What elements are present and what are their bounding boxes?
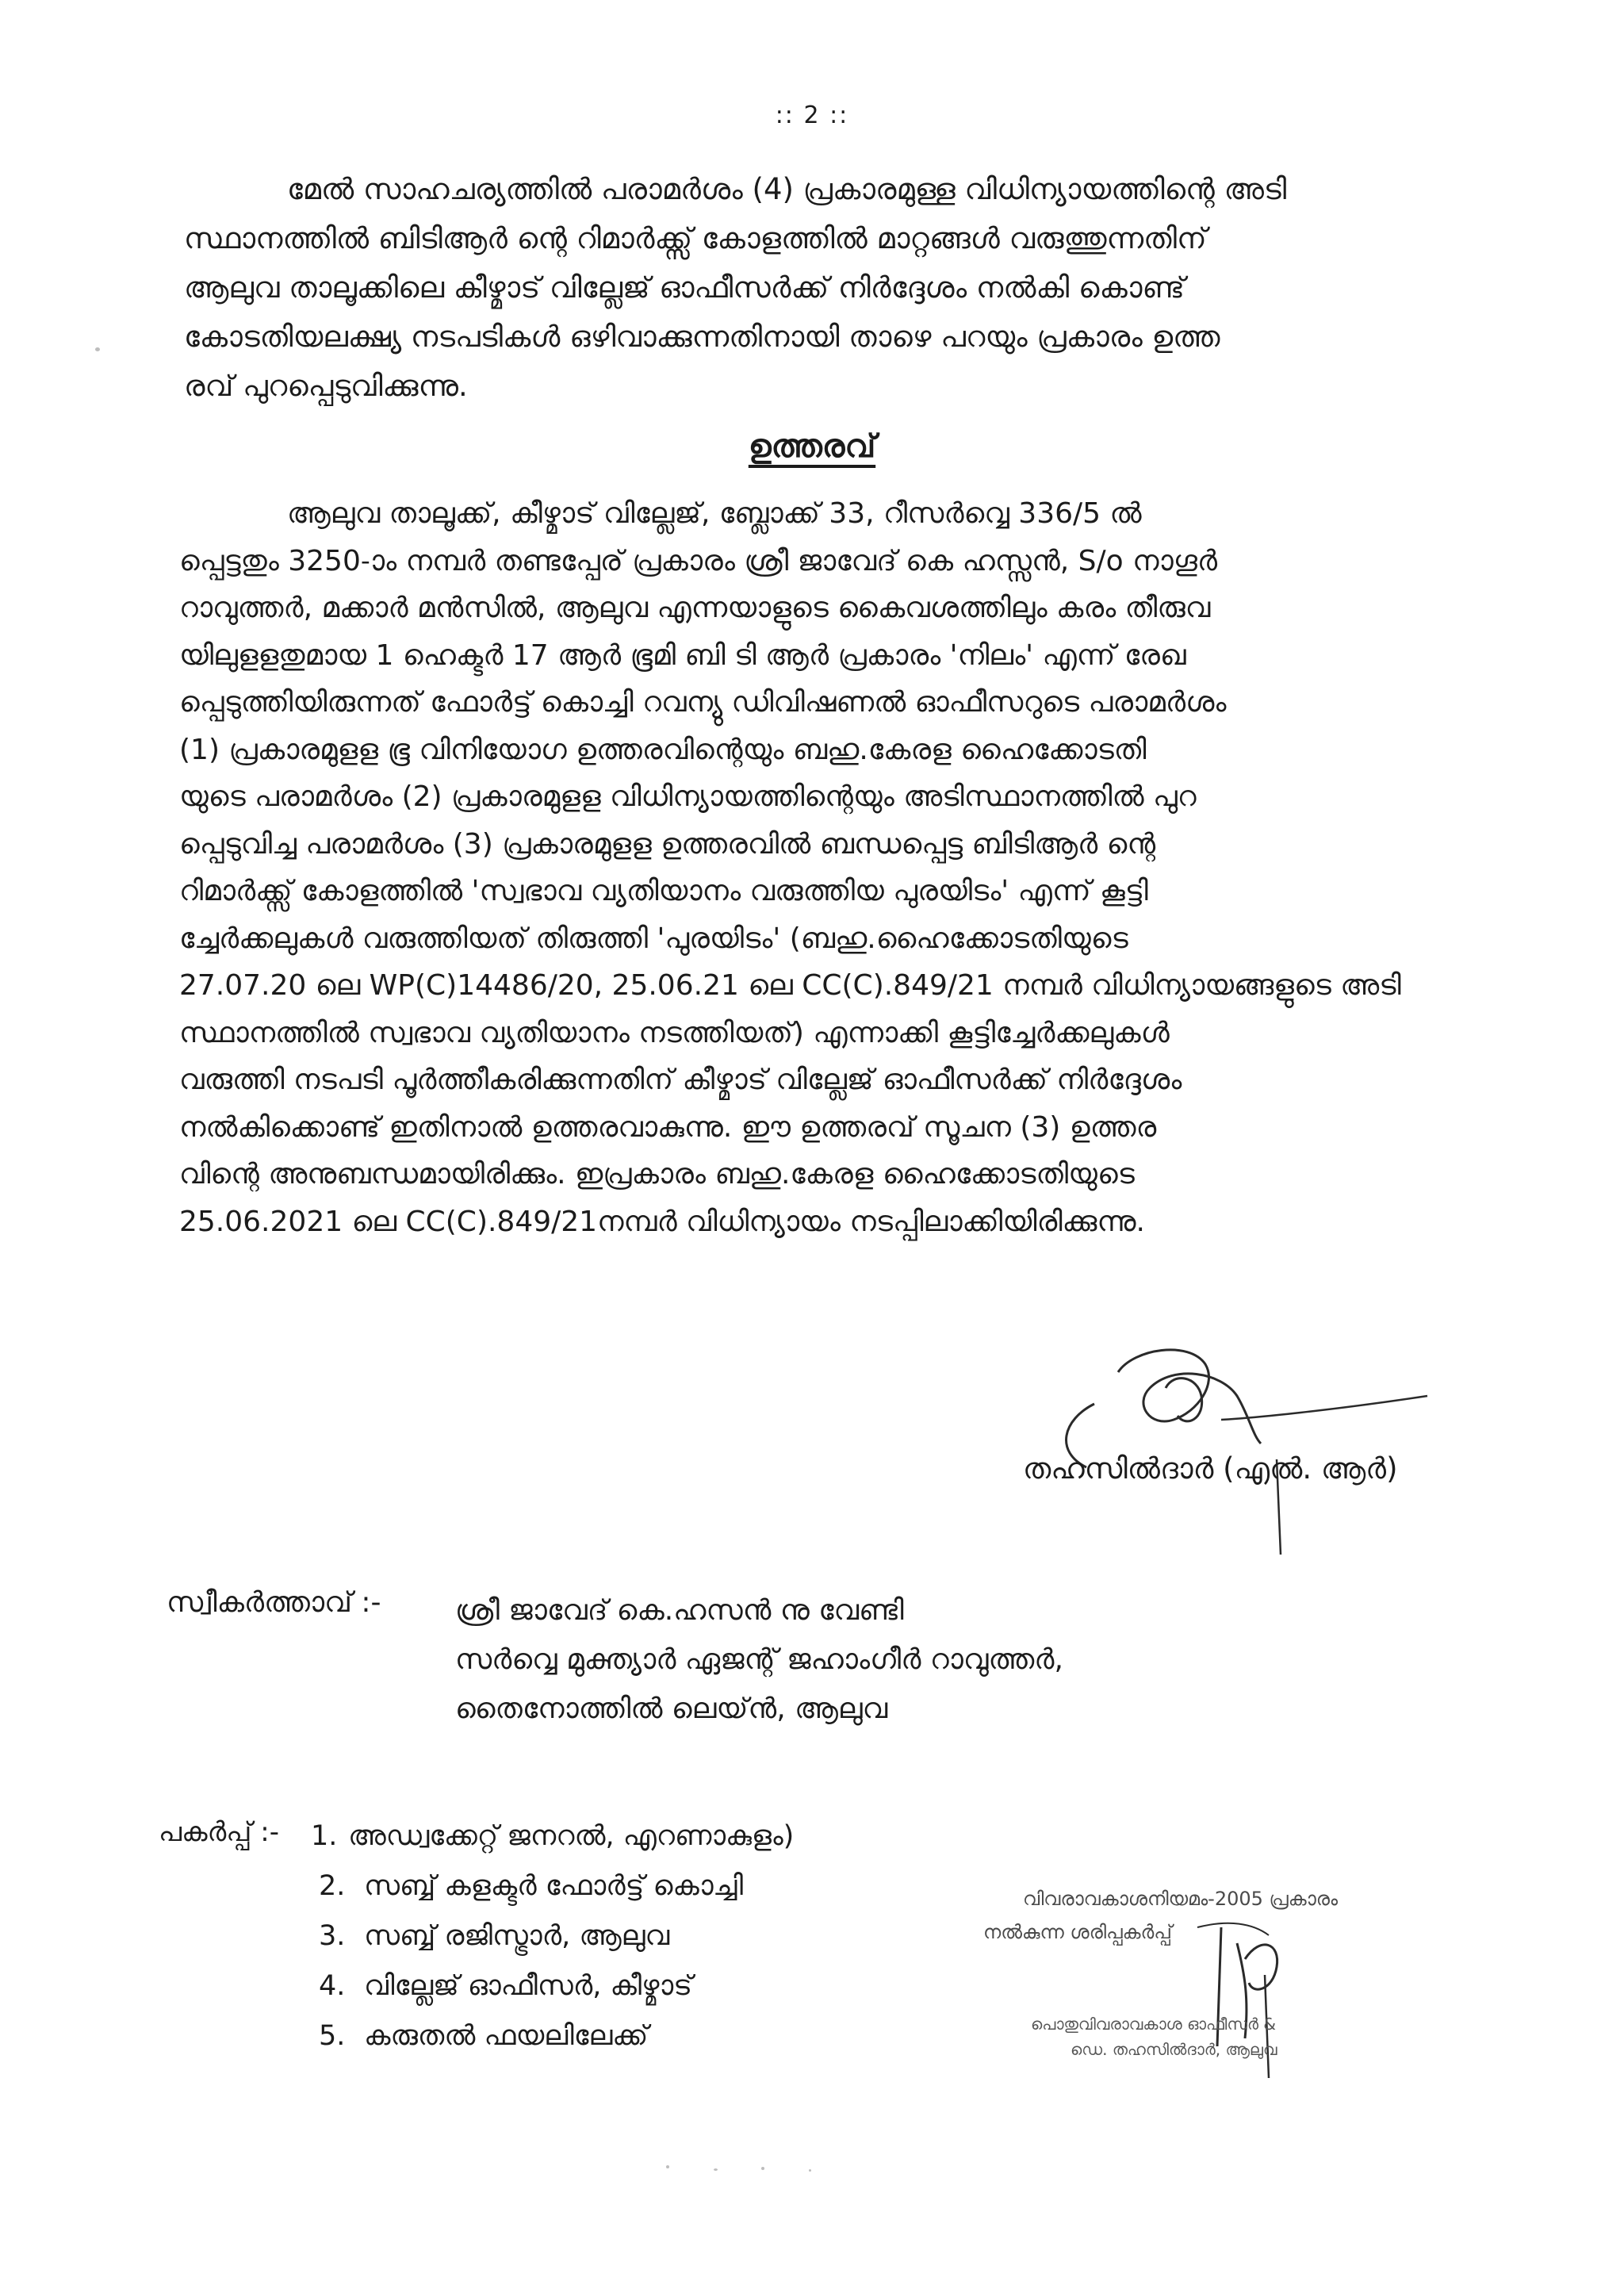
order-line: നൽകിക്കൊണ്ട് ഇതിനാൽ ഉത്തരവാകുന്നു. ഈ ഉത്തരവ് സൂചന (3) ഉത്തര	[179, 1110, 1157, 1144]
recipient-label: സ്വീകർത്താവ് :-	[167, 1586, 381, 1619]
scan-speck	[761, 2167, 764, 2170]
list-item-text: സബ്ബ് രജിസ്ട്രാർ, ആലുവ	[364, 1920, 670, 1952]
list-item-number: 1.	[311, 1820, 338, 1852]
list-item	[311, 1861, 794, 1911]
order-line: 25.06.2021 ലെ CC(C).849/21നമ്പർ വിധിന്യായം നടപ്പിലാക്കിയിരിക്കുന്നു.	[179, 1205, 1145, 1238]
tahsildar-signature	[1015, 1340, 1459, 1555]
list-item	[311, 1961, 794, 2011]
recipient-line: സർവ്വെ മുക്ത്യാർ ഏജന്റ് ജഹാംഗീർ റാവുത്തർ,	[455, 1643, 1063, 1676]
intro-line: കോടതിയലക്ഷ്യ നടപടികൾ ഒഴിവാക്കുന്നതിനായി താഴെ പറയും പ്രകാരം ഉത്ത	[184, 320, 1220, 354]
order-line: വിന്റെ അനുബന്ധമായിരിക്കും. ഇപ്രകാരം ബഹു.കേരള ഹൈക്കോടതിയുടെ	[179, 1158, 1135, 1191]
order-heading-text: ഉത്തരവ്	[748, 428, 876, 465]
rti-stamp-subheading: നൽകുന്ന ശരിപ്പകർപ്പ്	[983, 1921, 1172, 1943]
intro-line: മേൽ സാഹചര്യത്തിൽ പരാമർശം (4) പ്രകാരമുള്ള വിധിന്യായത്തിന്റെ അടി	[287, 172, 1287, 206]
list-item-number: 2.	[319, 1870, 346, 1902]
scan-speck	[666, 2165, 669, 2168]
list-item	[311, 1812, 794, 1861]
copy-to-label: പകർപ്പ് :-	[159, 1816, 279, 1848]
order-line: ആലുവ താലൂക്ക്, കീഴ്മാട് വില്ലേജ്, ബ്ലോക്ക് 33, റീസർവ്വെ 336/5 ൽ	[287, 497, 1142, 530]
list-item-text: അഡ്വക്കേറ്റ് ജനറൽ, എറണാകുളം)	[348, 1820, 795, 1852]
intro-line: ആലുവ താലൂക്കിലെ കീഴ്മാട് വില്ലേജ് ഓഫീസർക്ക് നിർദ്ദേശം നൽകി കൊണ്ട്	[184, 270, 1185, 305]
signatory-title: തഹസിൽദാർ (എൽ. ആർ)	[1023, 1451, 1398, 1486]
order-paragraph	[179, 490, 1464, 1245]
page-number: :: 2 ::	[775, 102, 849, 129]
order-line: പ്പെട്ടതും 3250-ാം നമ്പർ തണ്ടപ്പേര് പ്രകാരം ശ്രീ ജാവേദ് കെ ഹസ്സൻ, S/o നാഗൂർ	[179, 544, 1218, 577]
recipient-line: തൈനോത്തിൽ ലെയ്ൻ, ആലുവ	[455, 1693, 888, 1725]
list-item-number: 4.	[319, 1970, 346, 2002]
order-line: യിലുളളതുമായ 1 ഹെക്ടർ 17 ആർ ഭൂമി ബി ടി ആർ പ്രകാരം 'നിലം' എന്ന് രേഖ	[179, 638, 1186, 672]
copy-to-list	[311, 1812, 794, 2061]
rti-stamp-heading: വിവരാവകാശനിയമം-2005 പ്രകാരം	[1023, 1888, 1339, 1910]
list-item-number: 5.	[319, 2020, 346, 2052]
intro-line: രവ് പുറപ്പെടുവിക്കുന്നു.	[184, 369, 468, 403]
order-line: യുടെ പരാമർശം (2) പ്രകാരമുളള വിധിന്യായത്തിന്റെയും അടിസ്ഥാനത്തിൽ പുറ	[179, 780, 1197, 813]
list-item-text: വില്ലേജ് ഓഫീസർ, കീഴ്മാട്	[364, 1970, 692, 2002]
order-line: (1) പ്രകാരമുളള ഭൂ വിനിയോഗ ഉത്തരവിന്റെയും ബഹു.കേരള ഹൈക്കോടതി	[179, 733, 1147, 766]
rti-officer-office: ഡെ. തഹസിൽദാർ, ആലുവ	[1071, 2040, 1277, 2059]
list-item-text: കരുതൽ ഫയലിലേക്ക്	[364, 2020, 649, 2052]
scan-speck	[95, 347, 100, 351]
order-line: പ്പെടുത്തിയിരുന്നത് ഫോർട്ട് കൊച്ചി റവന്യു ഡിവിഷണൽ ഓഫീസറുടെ പരാമർശം	[179, 686, 1227, 719]
scan-speck	[714, 2168, 718, 2171]
list-item	[311, 1911, 794, 1961]
list-item	[311, 2011, 794, 2061]
scan-speck	[809, 2169, 811, 2172]
recipient-address	[455, 1586, 1063, 1734]
intro-paragraph	[184, 165, 1484, 411]
order-line: റാവുത്തർ, മക്കാർ മൻസിൽ, ആലുവ എന്നയാളുടെ കൈവശത്തിലും കരം തീരുവ	[179, 592, 1211, 624]
list-item-text: സബ്ബ് കളക്ടർ ഫോർട്ട് കൊച്ചി	[364, 1870, 744, 1902]
order-line: വരുത്തി നടപടി പൂർത്തീകരിക്കുന്നതിന് കീഴ്മാട് വില്ലേജ് ഓഫീസർക്ക് നിർദ്ദേശം	[179, 1064, 1182, 1096]
list-item-number: 3.	[319, 1920, 346, 1952]
rti-officer-designation: പൊതുവിവരാവകാശ ഓഫീസർ &	[1031, 2015, 1276, 2034]
order-line: ച്ചേർക്കലുകൾ വരുത്തിയത് തിരുത്തി 'പുരയിടം' (ബഹു.ഹൈക്കോടതിയുടെ	[179, 922, 1128, 955]
order-line: റിമാർക്ക്സ് കോളത്തിൽ 'സ്വഭാവ വ്യതിയാനം വരുത്തിയ പുരയിടം' എന്ന് കൂട്ടി	[179, 875, 1148, 907]
order-line: 27.07.20 ലെ WP(C)14486/20, 25.06.21 ലെ CC(C).849/21 നമ്പർ വിധിന്യായങ്ങളുടെ അടി	[179, 969, 1401, 1002]
order-line: പ്പെടുവിച്ച പരാമർശം (3) പ്രകാരമുളള ഉത്തരവിൽ ബന്ധപ്പെട്ട ബിടിആർ ന്റെ	[179, 827, 1156, 861]
order-line: സ്ഥാനത്തിൽ സ്വഭാവ വ്യതിയാനം നടത്തിയത്) എന്നാക്കി കൂട്ടിച്ചേർക്കലുകൾ	[179, 1016, 1170, 1049]
intro-line: സ്ഥാനത്തിൽ ബിടിആർ ന്റെ റിമാർക്ക്സ് കോളത്തിൽ മാറ്റങ്ങൾ വരുത്തുന്നതിന്	[184, 221, 1207, 255]
recipient-line: ശ്രീ ജാവേദ് കെ.ഹസൻ നു വേണ്ടി	[455, 1594, 904, 1627]
order-heading	[0, 428, 1624, 465]
